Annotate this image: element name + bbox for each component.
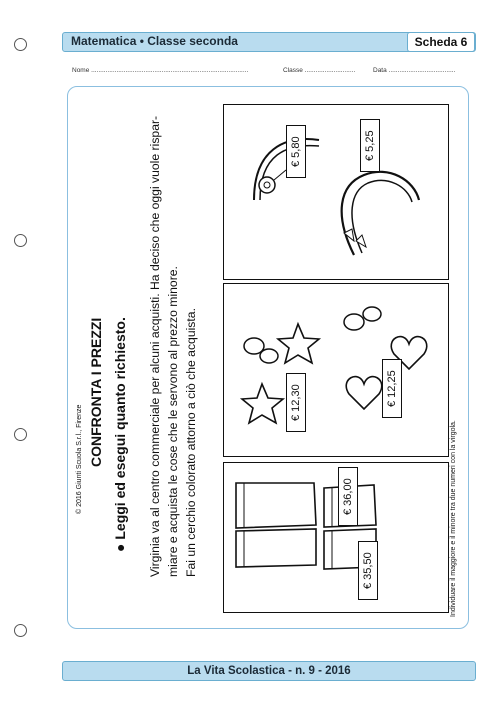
- problem-text-line-1: Virginia va al centro commerciale per alcuni acquisti. Ha deciso che oggi vuole rispar-: [148, 115, 162, 577]
- name-label: Nome: [72, 67, 90, 74]
- star-icon: [278, 324, 319, 363]
- date-label: Data: [373, 67, 387, 74]
- subject-label: Matematica • Classe seconda: [71, 34, 238, 48]
- problem-text-line-3: Fai un cerchio colorato attorno a ciò che acquista.: [184, 308, 198, 577]
- instruction-text: ● Leggi ed esegui quanto richiesto.: [112, 317, 128, 552]
- star-icon: [242, 384, 283, 423]
- heart-icon: [346, 377, 382, 409]
- date-field[interactable]: Data .....................................: [373, 67, 456, 74]
- page-footer: La Vita Scolastica - n. 9 - 2016: [62, 661, 476, 681]
- binder-hole: [14, 624, 27, 637]
- binder-hole: [14, 38, 27, 51]
- price-tag-pants-2: € 36,00: [338, 467, 358, 526]
- copyright-text: © 2016 Giunti Scuola S.r.l., Firenze: [76, 404, 83, 514]
- headbands-illustration: [224, 105, 448, 279]
- page-header: [62, 32, 476, 52]
- class-field[interactable]: Classe ............................: [283, 67, 356, 74]
- panel-headbands: [223, 104, 449, 280]
- pants-illustration: [224, 463, 448, 612]
- pants-icon: [236, 483, 316, 528]
- problem-text-line-2: miare e acquista le cose che le servono al prezzo minore.: [166, 266, 180, 577]
- price-tag-pants-1: € 35,50: [358, 541, 378, 600]
- name-field[interactable]: Nome .......................................................................................: [72, 67, 249, 74]
- side-note: Individuare il maggiore e il minore tra due numeri con la virgola.: [450, 420, 457, 617]
- binder-hole: [14, 428, 27, 441]
- sheet-number: Scheda 6: [407, 32, 475, 52]
- price-tag-headband-1: € 5,80: [286, 125, 306, 178]
- panel-pants: [223, 462, 449, 613]
- price-tag-stickers-2: € 12,25: [382, 359, 402, 418]
- price-tag-headband-2: € 5,25: [360, 119, 380, 172]
- class-label: Classe: [283, 67, 303, 74]
- exercise-title: CONFRONTA I PREZZI: [88, 317, 104, 467]
- panel-stickers: [223, 283, 449, 457]
- price-tag-stickers-1: € 12,30: [286, 373, 306, 432]
- binder-hole: [14, 234, 27, 247]
- stickers-illustration: [224, 284, 448, 456]
